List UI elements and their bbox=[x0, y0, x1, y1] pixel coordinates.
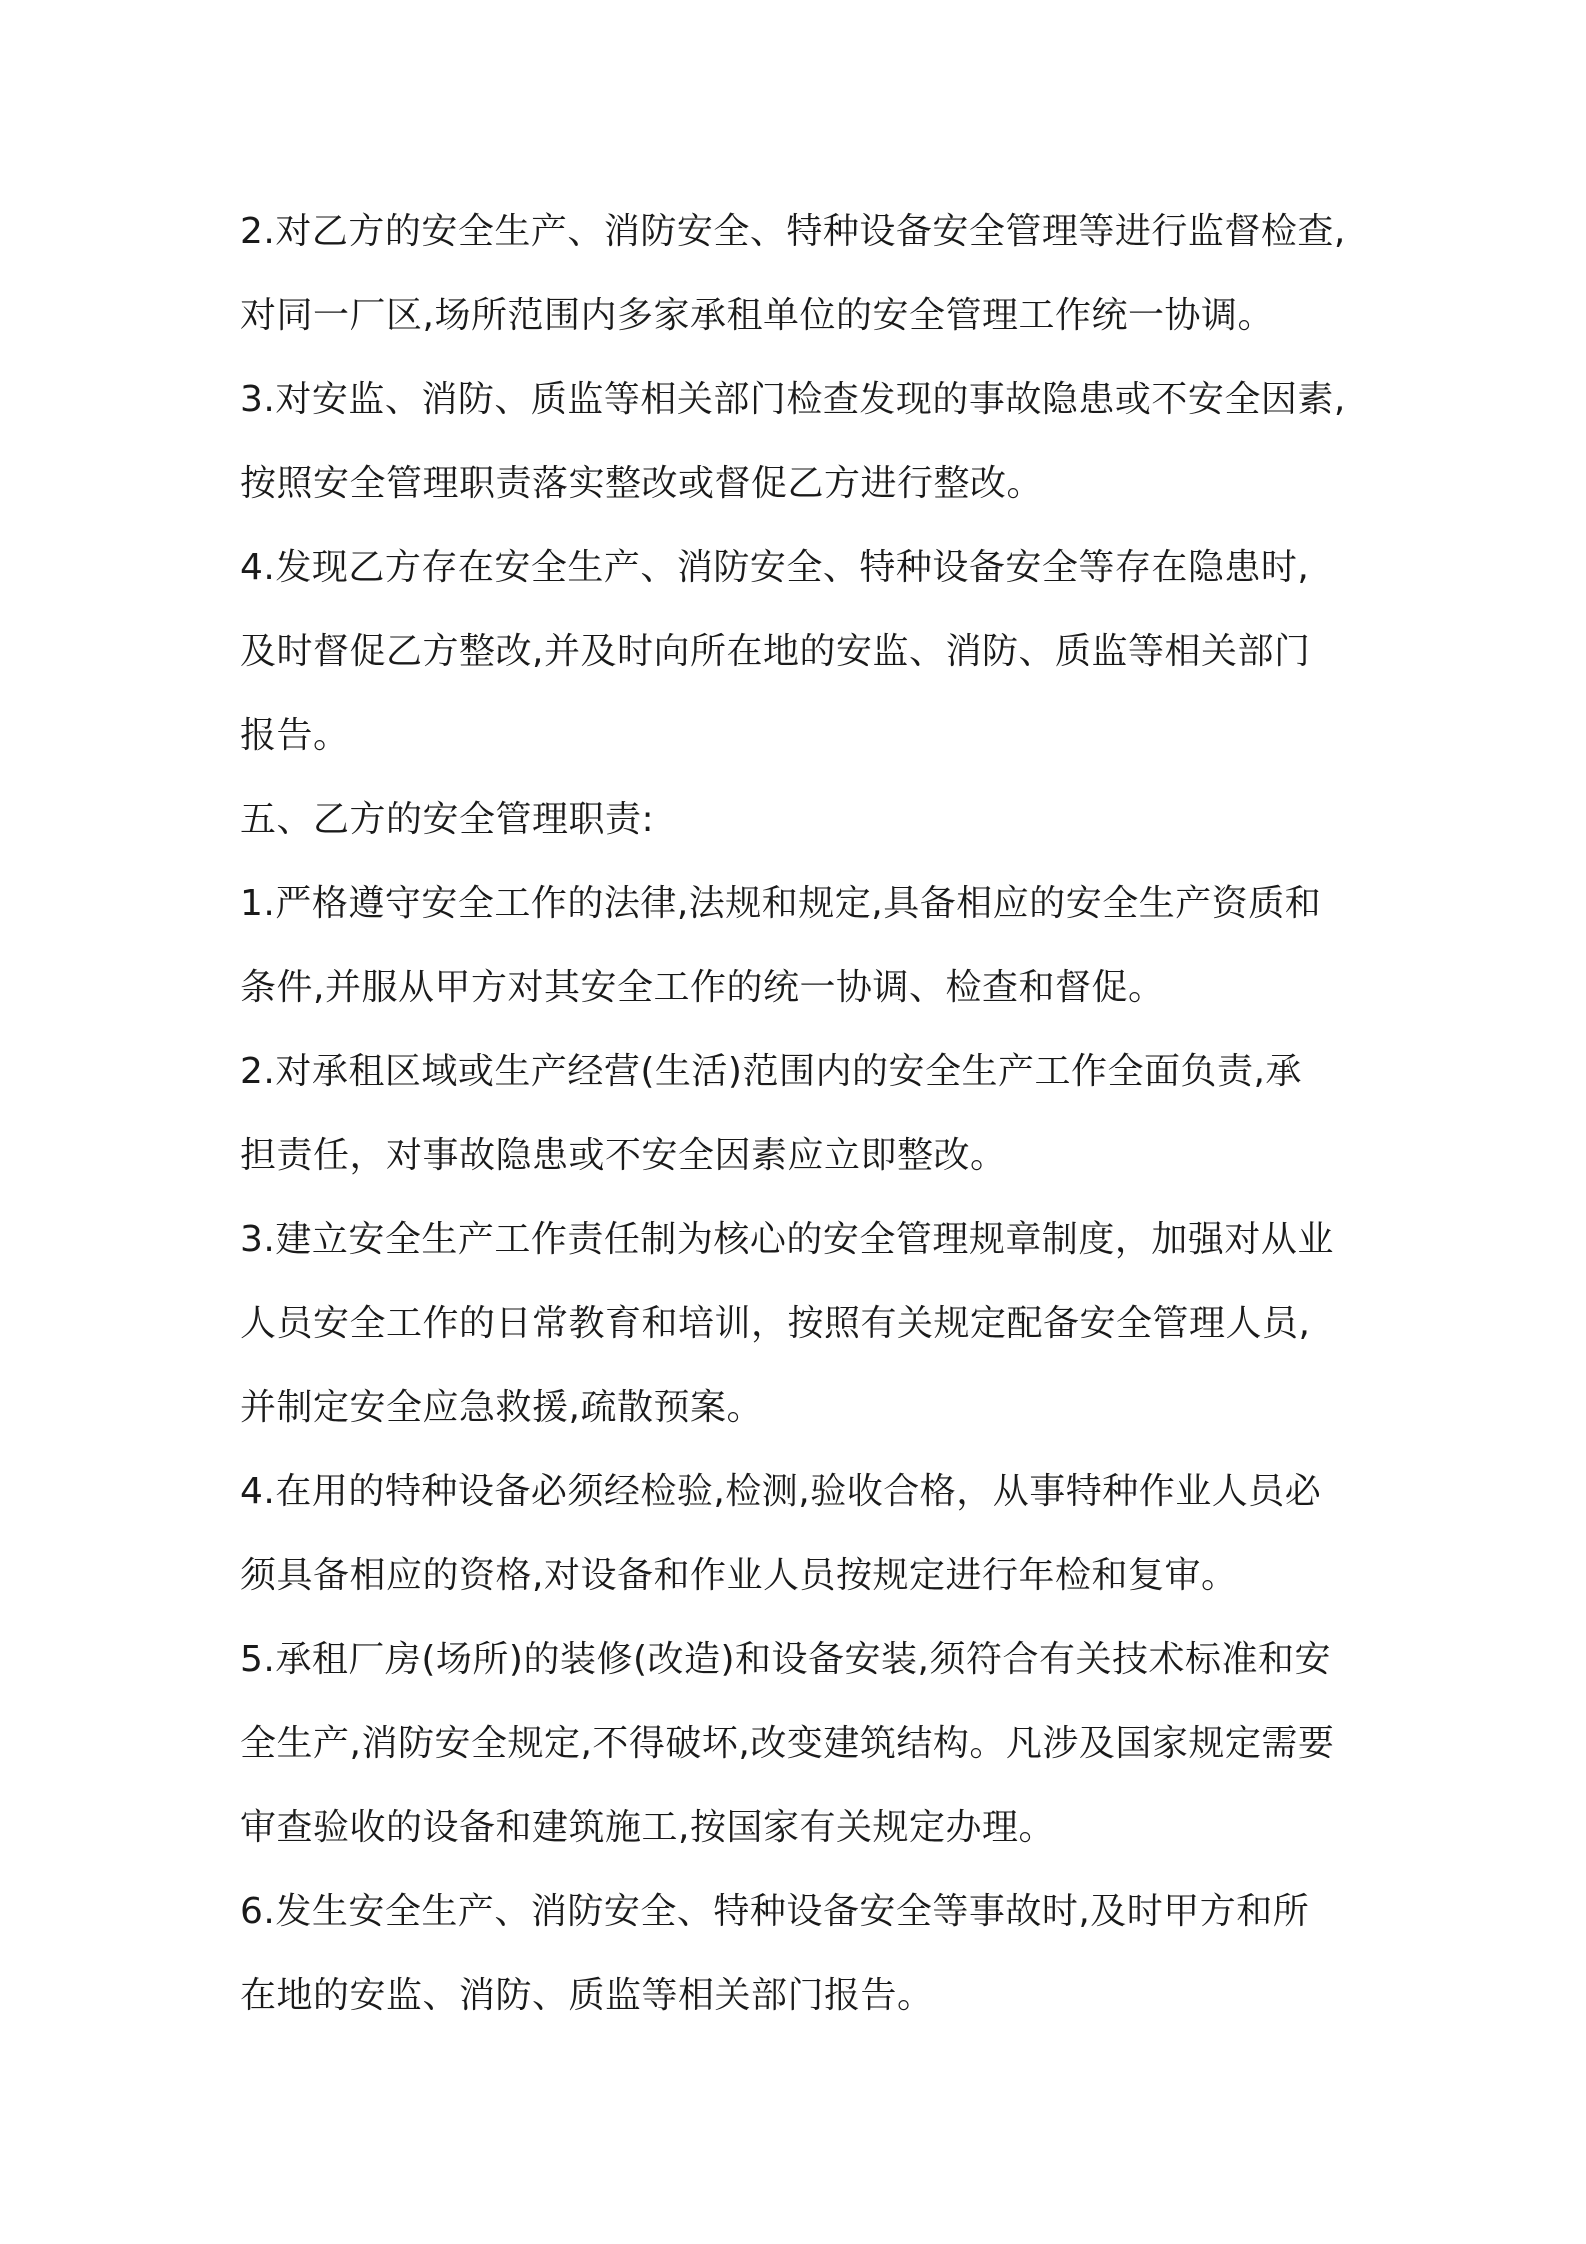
document-body bbox=[240, 198, 1360, 2046]
text-line: 对同一厂区,场所范围内多家承租单位的安全管理工作统一协调。 bbox=[240, 295, 1274, 336]
text-line: 4.在用的特种设备必须经检验,检测,验收合格，从事特种作业人员必 bbox=[240, 1471, 1322, 1512]
paragraph-b-item-5 bbox=[240, 1626, 1360, 1878]
text-line: 须具备相应的资格,对设备和作业人员按规定进行年检和复审。 bbox=[240, 1555, 1238, 1596]
text-line: 担责任，对事故隐患或不安全因素应立即整改。 bbox=[240, 1135, 1007, 1176]
paragraph-b-item-4 bbox=[240, 1458, 1360, 1626]
paragraph-b-item-2 bbox=[240, 1038, 1360, 1206]
text-line: 按照安全管理职责落实整改或督促乙方进行整改。 bbox=[240, 463, 1044, 504]
text-line: 1.严格遵守安全工作的法律,法规和规定,具备相应的安全生产资质和 bbox=[240, 883, 1322, 924]
paragraph-b-item-1 bbox=[240, 870, 1360, 1038]
section-heading: 五、乙方的安全管理职责: bbox=[240, 799, 655, 840]
text-line: 5.承租厂房(场所)的装修(改造)和设备安装,须符合有关技术标准和安 bbox=[240, 1639, 1331, 1680]
text-line: 审查验收的设备和建筑施工,按国家有关规定办理。 bbox=[240, 1807, 1055, 1848]
text-line: 6.发生安全生产、消防安全、特种设备安全等事故时,及时甲方和所 bbox=[240, 1891, 1310, 1932]
text-line: 及时督促乙方整改,并及时向所在地的安监、消防、质监等相关部门 bbox=[240, 631, 1311, 672]
text-line: 2.对乙方的安全生产、消防安全、特种设备安全管理等进行监督检查, bbox=[240, 211, 1346, 252]
text-line: 人员安全工作的日常教育和培训，按照有关规定配备安全管理人员, bbox=[240, 1303, 1311, 1344]
section-heading-party-b-duties bbox=[240, 786, 1360, 870]
text-line: 条件,并服从甲方对其安全工作的统一协调、检查和督促。 bbox=[240, 967, 1165, 1008]
paragraph-b-item-6 bbox=[240, 1878, 1360, 2046]
text-line: 并制定安全应急救援,疏散预案。 bbox=[240, 1387, 763, 1428]
paragraph-item-3-rectification bbox=[240, 366, 1360, 534]
text-line: 在地的安监、消防、质监等相关部门报告。 bbox=[240, 1975, 934, 2016]
text-line: 报告。 bbox=[240, 715, 350, 756]
text-line: 4.发现乙方存在安全生产、消防安全、特种设备安全等存在隐患时, bbox=[240, 547, 1310, 588]
text-line: 3.对安监、消防、质监等相关部门检查发现的事故隐患或不安全因素, bbox=[240, 379, 1346, 420]
text-line: 3.建立安全生产工作责任制为核心的安全管理规章制度，加强对从业 bbox=[240, 1219, 1334, 1260]
text-line: 全生产,消防安全规定,不得破坏,改变建筑结构。凡涉及国家规定需要 bbox=[240, 1723, 1335, 1764]
paragraph-b-item-3 bbox=[240, 1206, 1360, 1458]
paragraph-item-4-hazard-report bbox=[240, 534, 1360, 786]
paragraph-item-2-supervision bbox=[240, 198, 1360, 366]
text-line: 2.对承租区域或生产经营(生活)范围内的安全生产工作全面负责,承 bbox=[240, 1051, 1302, 1092]
